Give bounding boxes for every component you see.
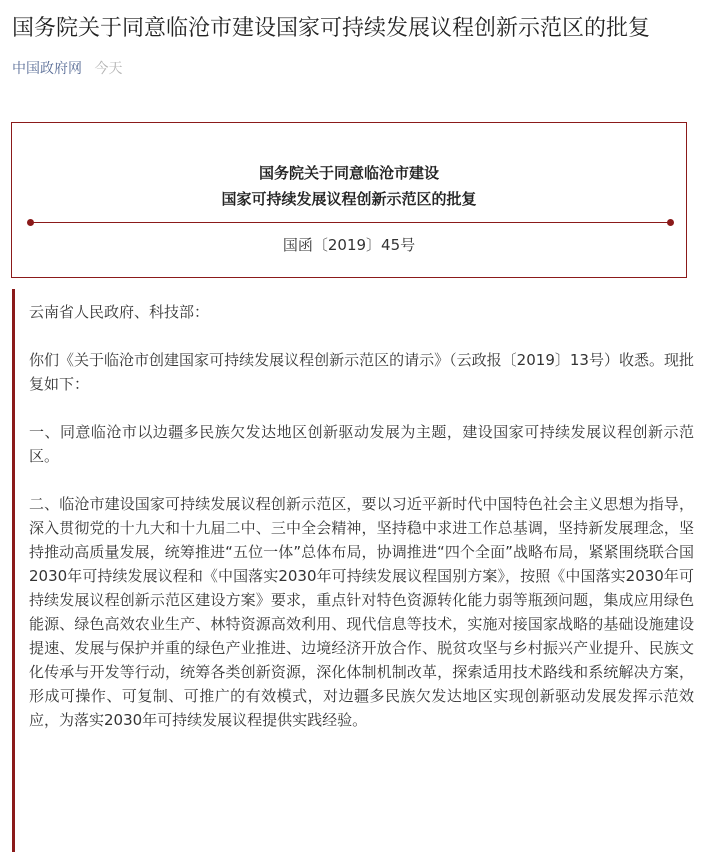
divider-rule [30,222,670,223]
divider-dot-left [27,219,34,226]
document-number: 国函〔2019〕45号 [282,236,416,254]
document-heading-line2: 国家可持续发展议程创新示范区的批复 [221,190,477,208]
paragraph-item-1: 一、同意临沧市以边疆多民族欠发达地区创新驱动发展为主题，建设国家可持续发展议程创新示范区。 [29,423,694,465]
source-link[interactable]: 中国政府网 [12,61,82,77]
salutation: 云南省人民政府、科技部： [29,303,210,321]
publish-date: 今天 [94,61,123,77]
page-title: 国务院关于同意临沧市建设国家可持续发展议程创新示范区的批复 [12,16,651,41]
document-heading-line1: 国务院关于同意临沧市建设 [258,164,439,182]
document-header-box [11,122,687,278]
article-meta [12,59,122,79]
paragraph-item-2: 二、临沧市建设国家可持续发展议程创新示范区，要以习近平新时代中国特色社会主义思想为指导，深入贯彻党的十九大和十九届二中、三中全会精神，坚持稳中求进工作总基调，坚持新发展理念，坚持推动高质量发展，统筹推进“五位一体”总体布局，协调推进“四个全面”战略布局，紧紧围绕联合国2030年可持续发展议程和《中国落实2030年可持续发展议程国别方案》，按照《中国落实2030年可持续发展议程创新示范区建设方案》要求，重点针对特色资源转化能力弱等瓶颈问题，集成应用绿色能源、绿色高效农业生产、林特资源高效利用、现代信息等技术，实施对接国家战略的基础设施建设提速、发展与保护并重的绿色产业推进、边境经济开放合作、脱贫攻坚与乡村振兴产业提升、民族文化传承与开发等行动，统筹各类创新资源，深化体制机制改革，探索适用技术路线和系统解决方案，形成可操作、可复制、可推广的有效模式，对边疆多民族欠发达地区实现创新驱动发展发挥示范效应，为落实2030年可持续发展议程提供实践经验。 [29,495,694,729]
paragraph-acknowledgement: 你们《关于临沧市创建国家可持续发展议程创新示范区的请示》（云政报〔2019〕13号）收悉。现批复如下： [29,351,694,393]
article-body [12,289,694,852]
divider-dot-right [667,219,674,226]
